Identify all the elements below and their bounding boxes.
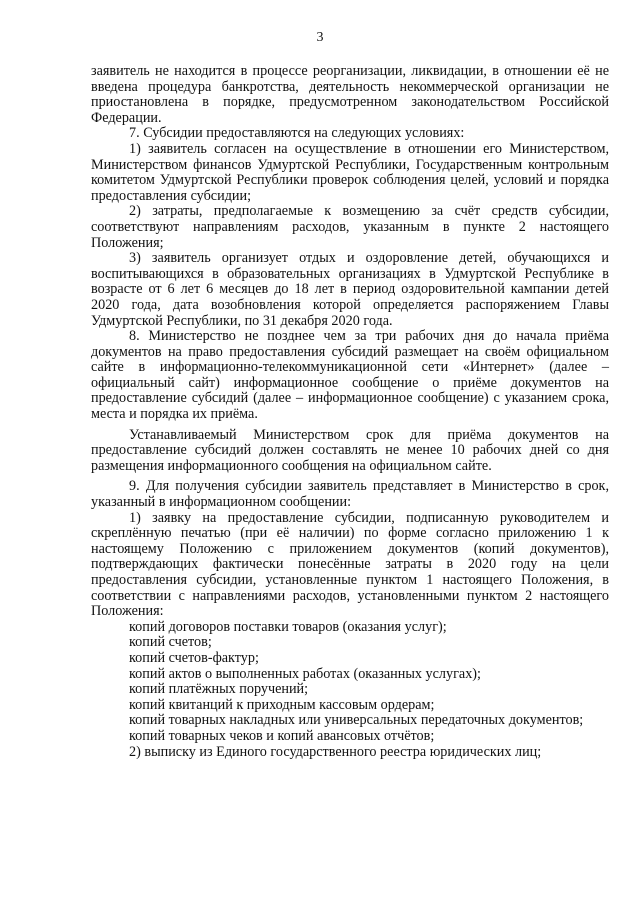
paragraph-item-9: 9. Для получения субсидии заявитель представляет в Министерство в срок, указанный в информационном сообщении: <box>91 478 609 511</box>
list-item-tax-invoices: копий счетов-фактур; <box>129 649 259 666</box>
list-item-contracts: копий договоров поставки товаров (оказания услуг); <box>129 618 447 635</box>
document-body <box>91 64 609 760</box>
list-item-invoices: копий счетов; <box>129 634 212 651</box>
paragraph-condition-3: 3) заявитель организует отдых и оздоровление детей, обучающихся и воспитывающихся в образовательных организациях в Удмуртской Республике в возрасте от 6 лет 6 месяцев до 18 лет в период оздоровительной кампании детей 2020 года, дата возобновления которой определяется распоряжением Главы Удмуртской Республики, по 31 декабря 2020 года. <box>91 250 609 329</box>
list-item-sales-receipts: копий товарных чеков и копий авансовых отчётов; <box>129 727 435 744</box>
paragraph-item-8: 8. Министерство не позднее чем за три рабочих дня до начала приёма документов на право предоставления субсидий размещает на своём официальном сайте в информационно-телекоммуникационной сети «Интернет» (далее – официальный сайт) информационное сообщение о приёме документов на предоставление субсидий (далее – информационное сообщение) с указанием срока, места и порядка их приёма. <box>91 328 609 423</box>
paragraph-applicant-status: заявитель не находится в процессе реорганизации, ликвидации, в отношении её не введена процедура банкротства, деятельность некоммерческой организации не приостановлена в порядке, предусмотренном законодательством Российской Федерации. <box>91 63 609 126</box>
list-item-receipts: копий квитанций к приходным кассовым ордерам; <box>129 696 435 713</box>
paragraph-condition-1: 1) заявитель согласен на осуществление в отношении его Министерством, Министерством финансов Удмуртской Республики, Государственным контрольным комитетом Удмуртской Республики проверок соблюдения целей, условий и порядка предоставления субсидии; <box>91 140 609 204</box>
list-item-payment-orders: копий платёжных поручений; <box>129 681 309 698</box>
list-item-waybills: копий товарных накладных или универсальных передаточных документов; <box>129 712 584 729</box>
paragraph-application: 1) заявку на предоставление субсидии, подписанную руководителем и скреплённую печатью (при её наличии) по форме согласно приложению 1 к настоящему Положению с приложением документов (копий документов), подтверждающих фактически понесённые затраты в 2020 году на цели предоставления субсидии, установленные пунктом 1 настоящего Положения, в соответствии с направлениями расходов, установленными пунктом 2 настоящего Положения: <box>91 509 609 620</box>
paragraph-register-extract: 2) выписку из Единого государственного реестра юридических лиц; <box>129 743 542 760</box>
page-number: 3 <box>316 30 324 45</box>
paragraph-deadline: Устанавливаемый Министерством срок для приёма документов на предоставление субсидий должен составлять не менее 10 рабочих дней со дня размещения информационного сообщения на официальном сайте. <box>91 426 609 474</box>
paragraph-item-7: 7. Субсидии предоставляются на следующих условиях: <box>129 125 465 142</box>
list-item-acts: копий актов о выполненных работах (оказанных услугах); <box>129 665 481 682</box>
paragraph-condition-2: 2) затраты, предполагаемые к возмещению за счёт средств субсидии, соответствуют направлениям расходов, указанным в пункте 2 настоящего Положения; <box>91 203 609 251</box>
